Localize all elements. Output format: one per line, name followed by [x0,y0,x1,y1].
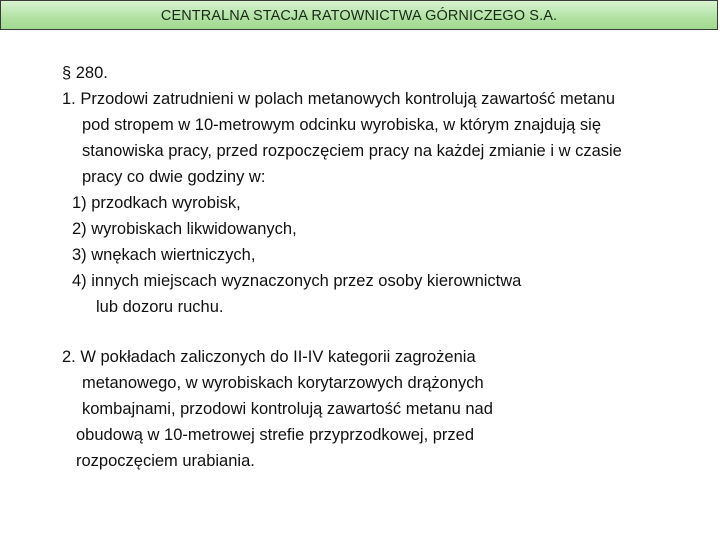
paragraph-1-line-4: pracy co dwie godziny w: [82,168,266,186]
section-number: § 280. [62,64,108,82]
paragraph-2-line-2: metanowego, w wyrobiskach korytarzowych drążonych [82,374,484,392]
paragraph-2-line-4: obudową w 10-metrowej strefie przyprzodkowej, przed [76,426,475,444]
paragraph-2-line-1: 2. W pokładach zaliczonych do II-IV kategorii zagrożenia [62,348,476,366]
list-item-4: 4) innych miejscach wyznaczonych przez osoby kierownictwa [72,272,522,290]
paragraph-1-line-3: stanowiska pracy, przed rozpoczęciem pracy na każdej zmianie i w czasie [82,142,622,160]
organization-title: CENTRALNA STACJA RATOWNICTWA GÓRNICZEGO S.A. [160,8,558,24]
list-item-2: 2) wyrobiskach likwidowanych, [72,220,297,238]
paragraph-1-line-2: pod stropem w 10-metrowym odcinku wyrobiska, w którym znajdują się [82,116,602,134]
paragraph-2-line-3: kombajnami, przodowi kontrolują zawartość metanu nad [82,400,493,418]
paragraph-1-line-1: 1. Przodowi zatrudnieni w polach metanowych kontrolują zawartość metanu [62,90,616,108]
list-item-1: 1) przodkach wyrobisk, [72,194,241,212]
list-item-3: 3) wnękach wiertniczych, [72,246,256,264]
list-item-4-continuation: lub dozoru ruchu. [96,298,224,316]
paragraph-2-line-5: rozpoczęciem urabiania. [76,452,255,470]
